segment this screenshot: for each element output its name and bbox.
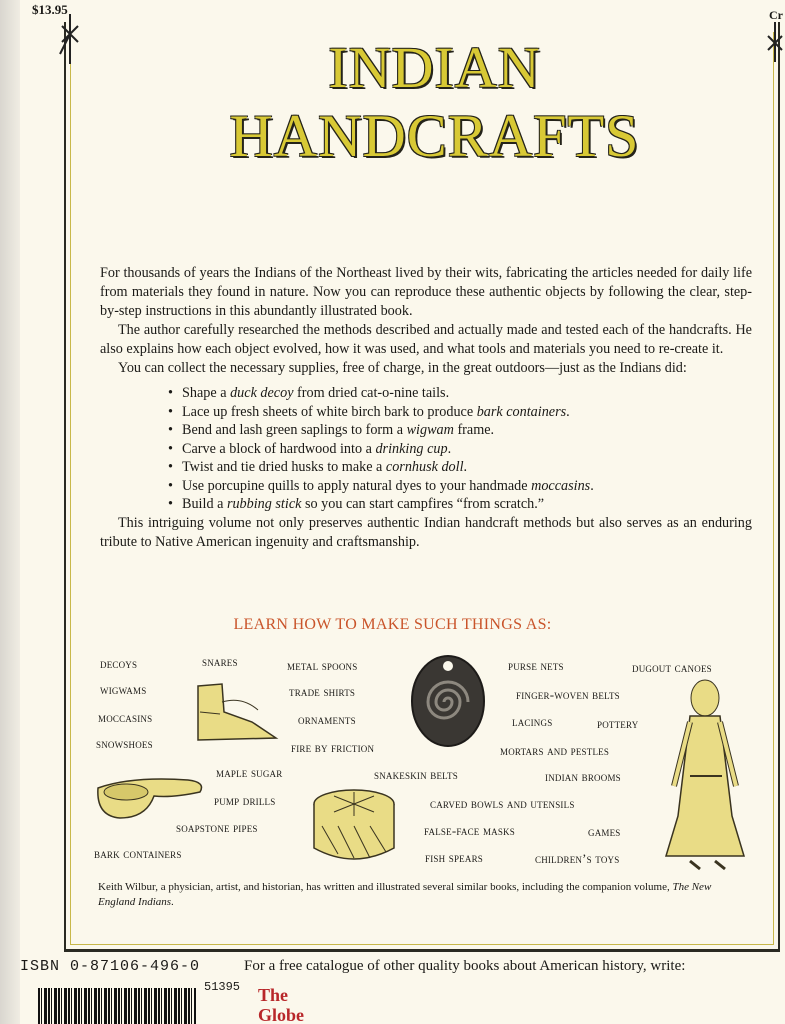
title-line-1: INDIAN xyxy=(328,35,541,100)
item-maple-sugar: maple sugar xyxy=(216,765,283,780)
item-mortars-and-pestles: mortars and pestles xyxy=(500,743,610,758)
item-wigwams: wigwams xyxy=(100,682,147,697)
item-lacings: lacings xyxy=(512,714,553,729)
isbn: ISBN 0-87106-496-0 xyxy=(20,958,201,975)
item-purse-nets: purse nets xyxy=(508,658,564,673)
item-games: games xyxy=(588,824,621,839)
closing-paragraph: This intriguing volume not only preserves authentic Indian handcraft methods but also serves as an enduring tribute to Native American ingenuity and craftsmanship. xyxy=(100,514,752,550)
item-snakeskin-belts: snakeskin belts xyxy=(374,767,458,782)
item-snares: snares xyxy=(202,654,238,669)
title-line-2: HANDCRAFTS xyxy=(229,103,640,169)
item-snowshoes: snowshoes xyxy=(96,736,153,751)
item-childrens-toys: children’s toys xyxy=(535,851,620,866)
item-trade-shirts: trade shirts xyxy=(289,684,356,699)
drinking-cup-illustration xyxy=(92,768,208,824)
barcode-number: 51395 xyxy=(204,980,241,994)
intro-paragraph-3: You can collect the necessary supplies, free of charge, in the great outdoors—just as the Indians did: xyxy=(118,360,687,376)
item-ornaments: ornaments xyxy=(298,712,356,727)
item-fire-by-friction: fire by friction xyxy=(291,740,375,755)
item-moccasins: moccasins xyxy=(98,710,153,725)
list-item: • Twist and tie dried husks to make a cornhusk doll. xyxy=(182,458,752,477)
item-decoys: decoys xyxy=(100,656,138,671)
list-item: • Lace up fresh sheets of white birch bark to produce bark containers. xyxy=(182,403,752,422)
price-label: $13.95 xyxy=(32,2,68,17)
craft-list xyxy=(182,384,752,514)
barcode xyxy=(38,988,196,1024)
description xyxy=(100,264,752,552)
item-soapstone-pipes: soapstone pipes xyxy=(176,820,258,835)
cornhusk-doll-illustration xyxy=(660,676,750,876)
learn-heading: LEARN HOW TO MAKE SUCH THINGS AS: xyxy=(233,616,552,633)
intro-paragraph-2: The author carefully researched the methods described and actually made and tested each of the handcrafts. He also explains how each object evolved, how it was used, and what tools and materials you need to re-create it. xyxy=(100,322,752,357)
item-metal-spoons: metal spoons xyxy=(287,658,358,673)
list-item: • Build a rubbing stick so you can start campfires “from scratch.” xyxy=(182,495,752,514)
moccasin-illustration xyxy=(192,682,282,744)
list-item: • Carve a block of hardwood into a drinking cup. xyxy=(182,440,752,459)
stone-ornament-illustration xyxy=(408,652,488,750)
item-pump-drills: pump drills xyxy=(214,793,276,808)
catalogue-note: For a free catalogue of other quality books about American history, write: xyxy=(244,958,686,974)
intro-paragraph-1: For thousands of years the Indians of the Northeast lived by their wits, fabricating the articles needed for daily life from materials they found in nature. Now you can reproduce these authentic objects by following the clear, step-by-step instructions in this abundantly illustrated book. xyxy=(100,265,752,319)
bark-container-illustration xyxy=(308,786,400,870)
item-bark-containers: bark containers xyxy=(94,846,182,861)
list-item: • Bend and lash green saplings to form a wigwam frame. xyxy=(182,421,752,440)
item-fish-spears: fish spears xyxy=(425,850,483,865)
item-false-face-masks: false-face masks xyxy=(424,823,515,838)
item-dugout-canoes: dugout canoes xyxy=(632,660,712,675)
item-carved-bowls-and-utensils: carved bowls and utensils xyxy=(430,796,575,811)
list-item: • Shape a duck decoy from dried cat-o-nine tails. xyxy=(182,384,752,403)
corner-text: Cr xyxy=(769,8,783,22)
item-finger-woven-belts: finger-woven belts xyxy=(516,687,620,702)
list-item: • Use porcupine quills to apply natural dyes to your handmade moccasins. xyxy=(182,477,752,496)
item-indian-brooms: indian brooms xyxy=(545,769,621,784)
author-note: Keith Wilbur, a physician, artist, and historian, has written and illustrated several similar books, including the companion volume, The New England Indians. xyxy=(98,881,712,908)
item-pottery: pottery xyxy=(597,716,639,731)
left-spine-strip xyxy=(0,0,20,1024)
publisher-logo: The Globe xyxy=(258,985,305,1024)
